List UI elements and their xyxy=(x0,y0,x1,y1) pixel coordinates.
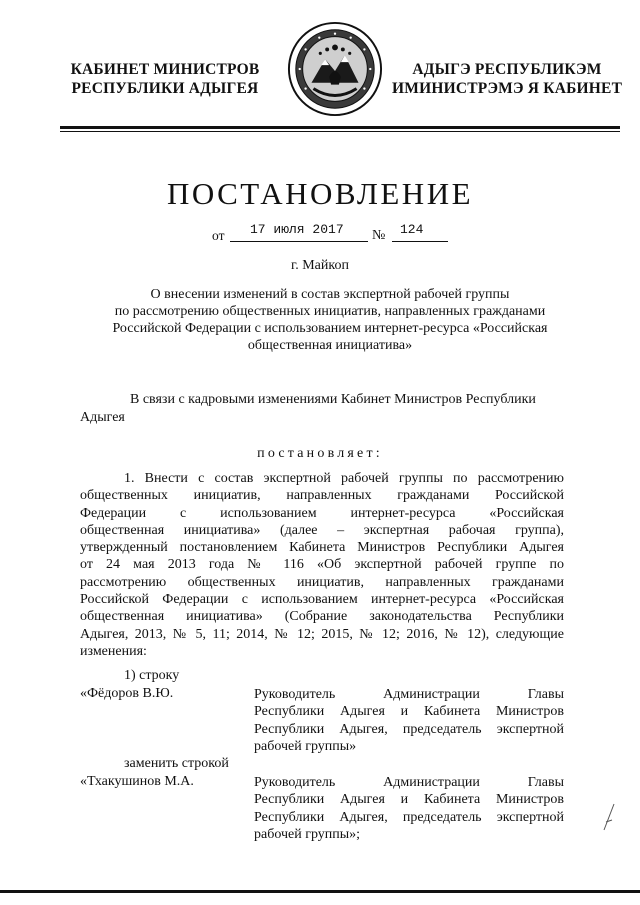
new-row-name: «Тхакушинов М.А. xyxy=(80,774,194,789)
new-row-desc-line: Республики Адыгея, председатель экспертной xyxy=(254,809,564,825)
subject-line: общественная инициатива» xyxy=(247,338,413,353)
decree-word: постановляет: xyxy=(257,446,383,461)
old-row-desc-line: Республики Адыгея, председатель экспертной xyxy=(254,721,564,737)
number-value: 124 xyxy=(400,222,424,237)
header-rule-thin xyxy=(60,131,620,132)
number-label: № xyxy=(372,228,386,243)
old-row-description xyxy=(254,686,564,755)
paragraph-line: утвержденный постановлением Кабинета Министров Республики Адыгея xyxy=(80,540,564,556)
paragraph-line: Адыгея, 2013, № 5, 11; 2014, № 12; 2015, № 12; 2016, № 12), следующие xyxy=(80,626,564,642)
paragraph-line: общественных инициатив, направленных гражданами Российской xyxy=(80,488,564,504)
paragraph-line: от 24 мая 2013 года № 116 «Об экспертной рабочей группе по xyxy=(80,557,564,573)
subject-line: О внесении изменений в состав экспертной рабочей группы xyxy=(150,287,510,302)
date-underline xyxy=(230,241,368,242)
paragraph-line: общественная инициатива» (Собрание законодательства Республики xyxy=(80,609,564,625)
old-row-desc-line: Руководитель Администрации Главы xyxy=(254,687,564,702)
paragraph-line: рассмотрению общественных инициатив, направленных гражданами xyxy=(80,574,564,590)
paragraph-line: Федерации с использованием интернет-ресурса «Российская xyxy=(80,505,564,521)
pen-mark-icon xyxy=(600,800,618,834)
paragraph-1 xyxy=(80,470,564,660)
old-row-desc-line: рабочей группы» xyxy=(254,738,357,754)
header-right-line-1: АДЫГЭ РЕСПУБЛИКЭМ xyxy=(412,61,602,78)
subject-line: по рассмотрению общественных инициатив, направленных гражданами xyxy=(114,304,546,319)
city: г. Майкоп xyxy=(291,258,349,273)
intro-paragraph xyxy=(80,391,564,427)
paragraph-line: Российской Федерации с использованием интернет-ресурса «Российская xyxy=(80,592,564,608)
coat-of-arms-icon xyxy=(286,20,384,118)
intro-line: Адыгея xyxy=(80,410,125,425)
paragraph-line: 1. Внести с состав экспертной рабочей группы по рассмотрению xyxy=(124,471,564,486)
subject-line: Российской Федерации с использованием интернет-ресурса «Российская xyxy=(112,321,548,336)
date-number-line xyxy=(212,222,452,242)
scan-bottom-edge xyxy=(0,890,640,893)
sub-item-label: 1) строку xyxy=(124,668,180,683)
header-left-line-2: РЕСПУБЛИКИ АДЫГЕЯ xyxy=(71,80,259,97)
new-row-description xyxy=(254,774,564,843)
intro-line: В связи с кадровыми изменениями Кабинет Министров Республики xyxy=(130,392,536,407)
old-row-desc-line: Республики Адыгея и Кабинета Министров xyxy=(254,704,564,720)
header-right-line-2: ИМИНИСТРЭМЭ Я КАБИНЕТ xyxy=(392,80,623,97)
new-row-desc-line: рабочей группы»; xyxy=(254,826,361,842)
replace-label: заменить строкой xyxy=(124,756,229,771)
number-underline xyxy=(392,241,448,242)
document-subject xyxy=(80,286,580,354)
header-right xyxy=(392,60,622,98)
header-left xyxy=(60,60,270,98)
header-rule-thick xyxy=(60,126,620,129)
paragraph-line: изменения: xyxy=(80,643,147,659)
old-row-name: «Фёдоров В.Ю. xyxy=(80,686,174,701)
date-value: 17 июля 2017 xyxy=(250,222,344,237)
header-left-line-1: КАБИНЕТ МИНИСТРОВ xyxy=(70,61,260,78)
document-title: ПОСТАНОВЛЕНИЕ xyxy=(166,176,474,211)
new-row-desc-line: Республики Адыгея и Кабинета Министров xyxy=(254,792,564,808)
paragraph-line: общественная инициатива» (далее – экспертная рабочая группа), xyxy=(80,522,564,538)
date-label: от xyxy=(212,228,225,243)
new-row-desc-line: Руководитель Администрации Главы xyxy=(254,775,564,790)
